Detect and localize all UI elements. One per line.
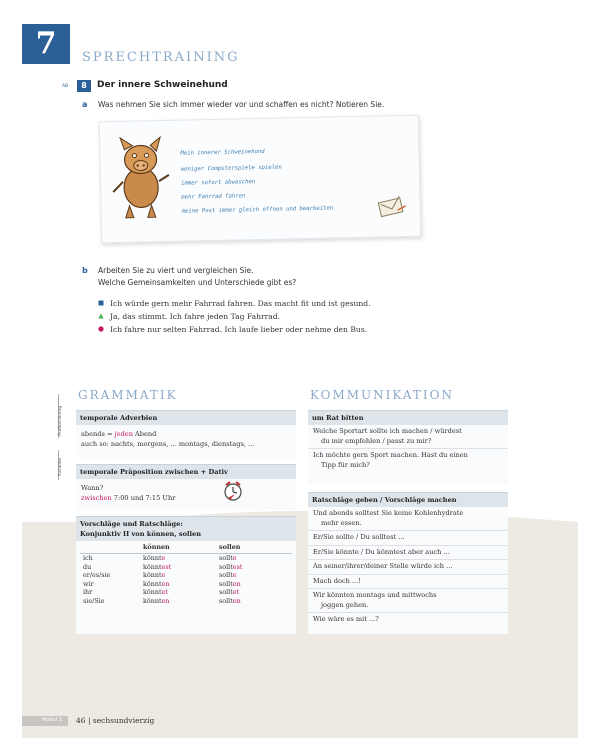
- list-item: Ich würde gern mehr Fahrrad fahren. Das macht fit und ist gesund.: [98, 297, 371, 310]
- list-item: Er/Sie könnte / Du könntest aber auch ...: [308, 546, 508, 561]
- list-item: Er/Sie sollte / Du solltest ...: [308, 531, 508, 546]
- list-item: Wir könnten montags und mittwochs joggen gehen.: [308, 589, 508, 613]
- list-item: Mach doch ...!: [308, 575, 508, 590]
- konjunktiv-table: [80, 542, 292, 606]
- box-heading: um Rat bitten: [308, 410, 508, 425]
- chapter-number: 7: [22, 24, 70, 64]
- clock-alarm-icon: [222, 480, 244, 502]
- textbook-page: [22, 22, 578, 738]
- part-a-letter: a: [82, 100, 88, 109]
- part-b-instruction-1: Arbeiten Sie zu viert und vergleichen Sie.: [98, 266, 254, 275]
- table-row: ich könnte sollte: [83, 554, 237, 562]
- table-row: ihr könntet solltet: [83, 588, 240, 597]
- list-item: An seiner/ihrer/deiner Stelle würde ich ...: [308, 560, 508, 575]
- table-row: er/es/sie könnte sollte: [83, 571, 237, 580]
- konjunktiv-box: [76, 516, 296, 634]
- box-heading: temporale Adverbien: [76, 410, 296, 425]
- rat-bitten-box: [308, 410, 508, 484]
- circle-bullet-icon: [98, 326, 104, 332]
- side-tab-karaoke[interactable]: Karaoke: [58, 457, 63, 476]
- box-heading: temporale Präposition zwischen + Dativ: [76, 464, 296, 479]
- square-bullet-icon: [98, 300, 104, 306]
- part-b-letter: b: [82, 266, 88, 275]
- pig-illustration: [110, 135, 174, 220]
- box-heading: Vorschläge und Ratschläge: Konjunktiv II von können, sollen: [76, 516, 296, 541]
- table-row: du könntest solltest: [83, 562, 243, 571]
- workbook-reference: AB: [62, 84, 69, 89]
- chapter-title: SPRECHTRAINING: [82, 50, 240, 65]
- grammatik-heading: GRAMMATIK: [78, 388, 178, 402]
- triangle-bullet-icon: [98, 313, 104, 319]
- exercise-number: 8: [77, 80, 91, 92]
- list-item: Ich fahre nur selten Fahrrad. Ich laufe lieber oder nehme den Bus.: [98, 323, 371, 336]
- note-card: [99, 115, 421, 244]
- side-tab-audiotraining[interactable]: Audiotraining: [58, 405, 63, 436]
- page-number: 46 | sechsundvierzig: [76, 716, 155, 725]
- adverbien-box: [76, 410, 296, 458]
- part-a-instruction: Was nehmen Sie sich immer wieder vor und schaffen es nicht? Notieren Sie.: [98, 100, 385, 109]
- note-line: meine Post immer gleich öffnen und bearbeiten: [181, 205, 334, 215]
- dialogue-bullets: [98, 297, 371, 336]
- column-header: sollen: [216, 542, 292, 554]
- note-title: Mein innerer Schweinehund: [180, 148, 265, 157]
- list-item: Ja, das stimmt. Ich fahre jeden Tag Fahrrad.: [98, 310, 371, 323]
- list-item: Wie wäre es mit ...?: [313, 615, 379, 623]
- note-line: weniger Computerspiele spielen: [180, 164, 282, 173]
- note-line: immer sofort abwaschen: [181, 179, 256, 187]
- praeposition-box: [76, 464, 296, 510]
- footer-module-tag: Modul 3: [42, 717, 62, 723]
- column-header: können: [140, 542, 216, 554]
- box-body: Wann? zwischen 7:00 und 7:15 Uhr: [81, 484, 176, 502]
- kommunikation-heading: KOMMUNIKATION: [310, 388, 454, 402]
- box-body: abends = jeden Abend auch so: nachts, morgens, ... montags, dienstags, ...: [81, 430, 255, 448]
- envelope-icon: [377, 196, 407, 219]
- table-header-row: [80, 542, 292, 554]
- part-b-instruction-2: Welche Gemeinsamkeiten und Unterschiede gibt es?: [98, 278, 297, 287]
- note-line: mehr Fahrrad fahren: [181, 193, 246, 201]
- box-heading: Ratschläge geben / Vorschläge machen: [308, 492, 508, 507]
- ratschlaege-box: [308, 492, 508, 634]
- exercise-title: Der innere Schweinehund: [97, 80, 228, 90]
- table-row: sie/Sie könnten sollten: [83, 596, 241, 605]
- list-item: Welche Sportart sollte ich machen / würdest du mir empfehlen / passt zu mir?: [308, 425, 508, 449]
- list-item: Ich möchte gern Sport machen. Hast du einen Tipp für mich?: [313, 451, 468, 469]
- list-item: Und abends solltest Sie keine Kohlenhydrate mehr essen.: [308, 507, 508, 531]
- table-row: wir könnten sollten: [83, 579, 241, 588]
